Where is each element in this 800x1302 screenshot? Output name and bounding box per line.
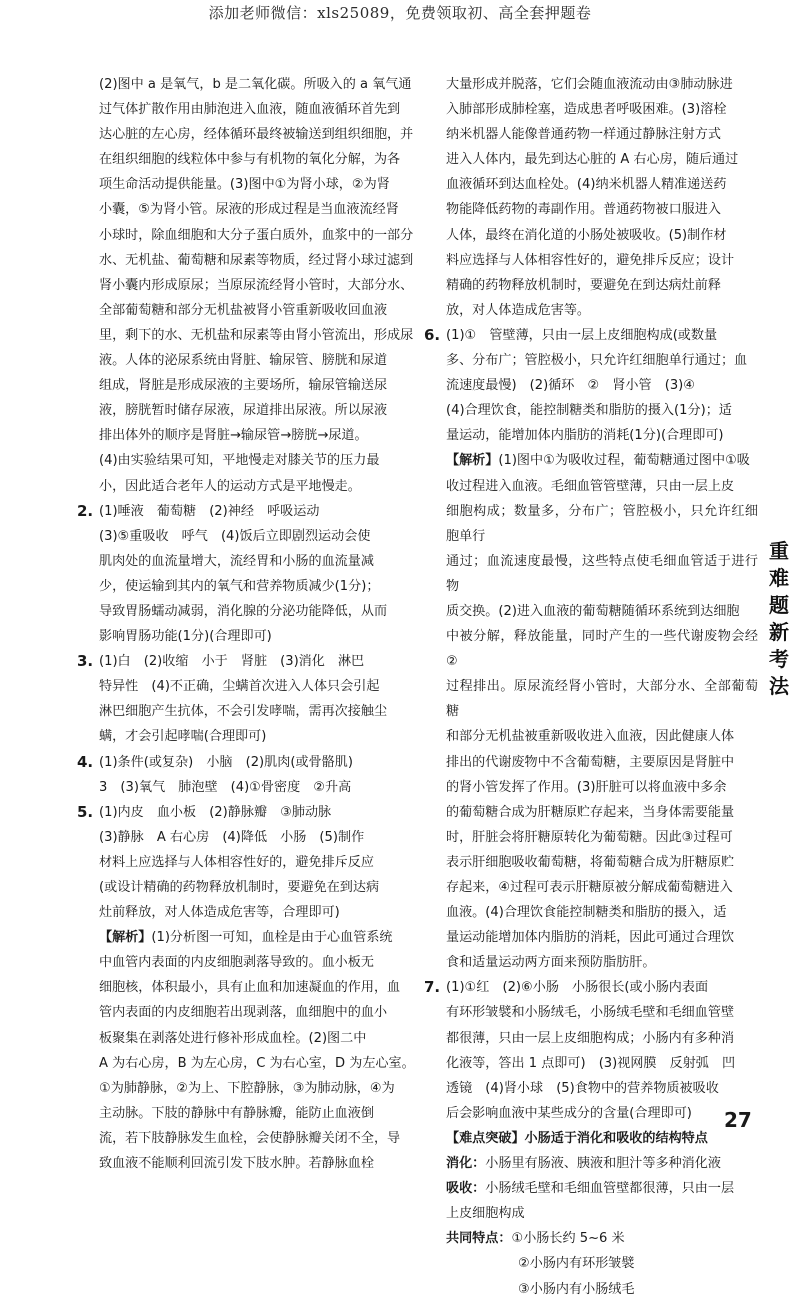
promo-banner: 添加老师微信：xls25089，免费领取初、高全套押题卷 [208, 4, 592, 22]
text-line: 上皮细胞构成 [446, 1206, 525, 1222]
left-column [75, 72, 415, 1176]
text-line: 全部葡萄糖和部分无机盐被肾小管重新吸收回血液 [99, 302, 388, 318]
text-line: 时，肝脏会将肝糖原转化为葡萄糖。因此③过程可 [446, 829, 733, 845]
question-number: 3. [77, 652, 94, 671]
text-line: (或设计精确的药物释放机制时，要避免在到达病 [99, 880, 380, 895]
text-line: 大量形成并脱落，它们会随血液流动由③肺动脉进 [446, 77, 733, 92]
text-line: 物能降低药物的毒副作用。普通药物被口服进入 [446, 202, 721, 218]
text-line: 人体，最终在消化道的小肠处被吸收。(5)制作材 [446, 227, 727, 243]
text-line: (1)①红 (2)⑥小肠 小肠很长(或小肠内表面 [446, 980, 709, 996]
text-line: 放，对人体造成危害等。 [446, 302, 591, 318]
page-number: 27 [724, 1108, 752, 1132]
text-line: 导致胃肠蠕动减弱，消化腺的分泌功能降低，从而 [99, 603, 388, 619]
text-line: 后会影响血液中某些成分的含量(合理即可) [446, 1105, 692, 1121]
text-line: 特异性 (4)不正确，尘螨首次进入人体只会引起 [99, 679, 380, 695]
text-line: 影响胃肠功能(1分)(合理即可) [99, 629, 272, 645]
text-line: 小球时，除血细胞和大分子蛋白质外，血浆中的一部分 [99, 227, 414, 243]
side-tab-char: 法 [769, 674, 789, 698]
common-item: ①小肠长约 5~6 米 [511, 1231, 625, 1247]
side-tab-char: 题 [769, 593, 789, 617]
text-line: 化液等，答出 1 点即可) (3)视网膜 反射弧 凹 [446, 1055, 736, 1071]
text-line: 流速度最慢) (2)循环 ② 肾小管 (3)④ [446, 378, 695, 394]
text-line: 组成，肾脏是形成尿液的主要场所，输尿管输送尿 [99, 378, 388, 394]
digest-text: 小肠里有肠液、胰液和胆汁等多种消化液 [485, 1156, 721, 1172]
text-line: 的肾小管发挥了作用。(3)肝脏可以将血液中多余 [446, 779, 727, 795]
analysis-line [99, 925, 415, 950]
text-line: 都很薄，只由一层上皮细胞构成；小肠内有多种消 [446, 1030, 735, 1046]
right-column [422, 72, 758, 1302]
question-3 [75, 649, 415, 749]
text-line: 透镜 (4)肾小球 (5)食物中的营养物质被吸收 [446, 1080, 719, 1096]
breakthrough-title: 【难点突破】小肠适于消化和吸收的结构特点 [446, 1130, 708, 1146]
text-line: (1)白 (2)收缩 小于 肾脏 (3)消化 淋巴 [99, 654, 365, 670]
text-line: 3 (3)氧气 肺泡壁 (4)①骨密度 ②升高 [99, 779, 352, 795]
question-number: 5. [77, 802, 94, 821]
text-line: 液，膀胱暂时储存尿液，尿道排出尿液。所以尿液 [99, 403, 388, 419]
text-line: (1)内皮 血小板 (2)静脉瓣 ③肺动脉 [99, 804, 332, 820]
analysis-text: (1)图中①为吸收过程，葡萄糖通过图中①吸 [498, 453, 750, 469]
text-line: 排出体外的顺序是肾脏→输尿管→膀胱→尿道。 [99, 428, 368, 444]
analysis-line [446, 448, 758, 473]
text-line: 中被分解，释放能量，同时产生的一些代谢废物会经② [446, 629, 758, 670]
question-5 [75, 800, 415, 1176]
text-line: 在组织细胞的线粒体中参与有机物的氧化分解，为各 [99, 152, 401, 168]
text-line: 和部分无机盐被重新吸收进入血液，因此健康人体 [446, 729, 735, 745]
text-line: 灶前释放，对人体造成危害等，合理即可) [99, 905, 340, 921]
text-line: 过气体扩散作用由肺泡进入血液，随血液循环首先到 [99, 102, 401, 118]
common-label: 共同特点： [446, 1231, 512, 1247]
common-line [446, 1226, 758, 1251]
common-item: ②小肠内有环形皱襞 [518, 1256, 635, 1272]
text-line: (1)条件(或复杂) 小脑 (2)肌肉(或骨骼肌) [99, 754, 353, 770]
side-tab-char: 考 [769, 647, 789, 671]
text-line: 里，剩下的水、无机盐和尿素等由肾小管流出，形成尿 [99, 327, 414, 343]
text-line: ①为肺静脉，②为上、下腔静脉，③为肺动脉，④为 [99, 1080, 395, 1096]
digest-line [446, 1151, 758, 1176]
analysis-label: 【解析】 [446, 453, 499, 469]
text-line: 流，若下肢静脉发生血栓，会使静脉瓣关闭不全，导 [99, 1130, 401, 1146]
text-line: 料应选择与人体相容性好的，避免排斥反应；设计 [446, 252, 735, 268]
side-tab-char: 难 [769, 566, 789, 590]
text-line: 精确的药物释放机制时，要避免在到达病灶前释 [446, 277, 721, 293]
text-line: (2)图中 a 是氧气，b 是二氧化碳。所吸入的 a 氧气通 [99, 77, 412, 92]
text-line: 肌肉处的血流量增大，流经胃和小肠的血流量减 [99, 553, 374, 569]
text-line: 通过；血流速度最慢，这些特点使毛细血管适于进行物 [446, 553, 758, 594]
question-number: 6. [424, 325, 441, 344]
text-line: 中血管内表面的内皮细胞剥落导致的。血小板无 [99, 955, 374, 971]
text-line: (3)⑤重吸收 呼气 (4)饭后立即剧烈运动会使 [99, 528, 371, 544]
text-line: 主动脉。下肢的静脉中有静脉瓣，能防止血液倒 [99, 1105, 374, 1121]
text-line: 纳米机器人能像普通药物一样通过静脉注射方式 [446, 127, 721, 143]
text-line: 入肺部形成肺栓塞，造成患者呼吸困难。(3)溶栓 [446, 102, 727, 118]
question-7 [422, 975, 758, 1301]
text-line: 小囊，⑤为肾小管。尿液的形成过程是当血液流经肾 [99, 202, 399, 218]
question-2 [75, 499, 415, 650]
text-line: (4)由实验结果可知，平地慢走对膝关节的压力最 [99, 453, 380, 469]
text-line: 致血液不能顺利回流引发下肢水肿。若静脉血栓 [99, 1156, 374, 1172]
text-line: 血液。(4)合理饮食能控制糖类和脂肪的摄入，适 [446, 905, 727, 921]
text-line: 过程排出。原尿流经肾小管时，大部分水、全部葡萄糖 [446, 679, 758, 720]
analysis-text: (1)分析图一可知，血栓是由于心血管系统 [151, 930, 393, 946]
text-line: 板聚集在剥落处进行修补形成血栓。(2)图二中 [99, 1030, 367, 1046]
absorb-line [446, 1176, 758, 1201]
text-line: 材料上应选择与人体相容性好的，避免排斥反应 [99, 854, 374, 870]
text-line: 少，使运输到其内的氧气和营养物质减少(1分)； [99, 578, 380, 594]
text-line: 螨，才会引起哮喘(合理即可) [99, 729, 267, 745]
text-line: 淋巴细胞产生抗体，不会引发哮喘，需再次接触尘 [99, 704, 388, 720]
text-line: 质交换。(2)进入血液的葡萄糖随循环系统到达细胞 [446, 603, 740, 619]
text-line: 食和适量运动两方面来预防脂肪肝。 [446, 955, 656, 971]
text-line: 表示肝细胞吸收葡萄糖，将葡萄糖合成为肝糖原贮 [446, 854, 735, 870]
absorb-label: 吸收： [446, 1181, 486, 1197]
text-line: 管内表面的内皮细胞若出现剥落，血细胞中的血小 [99, 1005, 388, 1021]
text-line: 进入人体内，最先到达心脏的 A 右心房，随后通过 [446, 152, 739, 168]
side-tab-char: 新 [769, 620, 789, 644]
text-line: 存起来，④过程可表示肝糖原被分解成葡萄糖进入 [446, 880, 733, 895]
text-line: 达心脏的左心房，经体循环最终被输送到组织细胞，并 [99, 127, 414, 143]
text-line: 的葡萄糖合成为肝糖原贮存起来，当身体需要能量 [446, 804, 735, 820]
text-line: (1)① 管壁薄，只由一层上皮细胞构成(或数量 [446, 327, 718, 343]
question-4 [75, 750, 415, 800]
text-line: 项生命活动提供能量。(3)图中①为肾小球，②为肾 [99, 177, 390, 193]
question-6 [422, 323, 758, 975]
text-line: 水、无机盐、葡萄糖和尿素等物质，经过肾小球过滤到 [99, 252, 414, 268]
q5-continued [422, 72, 758, 323]
text-line: 血液循环到达血栓处。(4)纳米机器人精准递送药 [446, 177, 727, 193]
text-line: (1)唾液 葡萄糖 (2)神经 呼吸运动 [99, 503, 320, 519]
text-line: A 为右心房，B 为左心房，C 为右心室，D 为左心室。 [99, 1055, 415, 1071]
question-number: 2. [77, 501, 94, 520]
question-number: 4. [77, 752, 94, 771]
text-line: 细胞核，体积最小，具有止血和加速凝血的作用，血 [99, 980, 401, 996]
text-line: 收过程进入血液。毛细血管管壁薄，只由一层上皮 [446, 478, 735, 494]
side-section-tab [764, 538, 794, 700]
common-item: ③小肠内有小肠绒毛 [518, 1281, 635, 1297]
text-line: 有环形皱襞和小肠绒毛，小肠绒毛壁和毛细血管壁 [446, 1005, 735, 1021]
side-tab-char: 重 [769, 539, 789, 563]
absorb-text: 小肠绒毛壁和毛细血管壁都很薄，只由一层 [485, 1181, 735, 1197]
text-line: 液。人体的泌尿系统由肾脏、输尿管、膀胱和尿道 [99, 353, 388, 369]
text-line: 多、分布广；管腔极小，只允许红细胞单行通过；血 [446, 353, 748, 369]
text-line: 排出的代谢废物中不含葡萄糖，主要原因是肾脏中 [446, 754, 735, 770]
text-line: (3)静脉 A 右心房 (4)降低 小肠 (5)制作 [99, 829, 365, 845]
digest-label: 消化： [446, 1156, 486, 1172]
text-line: 肾小囊内形成原尿；当原尿流经肾小管时，大部分水、 [99, 277, 414, 293]
text-line: 量运动能增加体内脂肪的消耗，因此可通过合理饮 [446, 930, 735, 946]
text-line: (4)合理饮食，能控制糖类和脂肪的摄入(1分)；适 [446, 403, 732, 419]
text-line: 小，因此适合老年人的运动方式是平地慢走。 [99, 478, 361, 494]
text-line: 量运动，能增加体内脂肪的消耗(1分)(合理即可) [446, 428, 724, 444]
analysis-label: 【解析】 [99, 930, 152, 946]
text-line: 细胞构成；数量多，分布广；管腔极小，只允许红细胞单行 [446, 503, 758, 544]
q1-part2 [75, 72, 415, 499]
question-number: 7. [424, 978, 441, 997]
